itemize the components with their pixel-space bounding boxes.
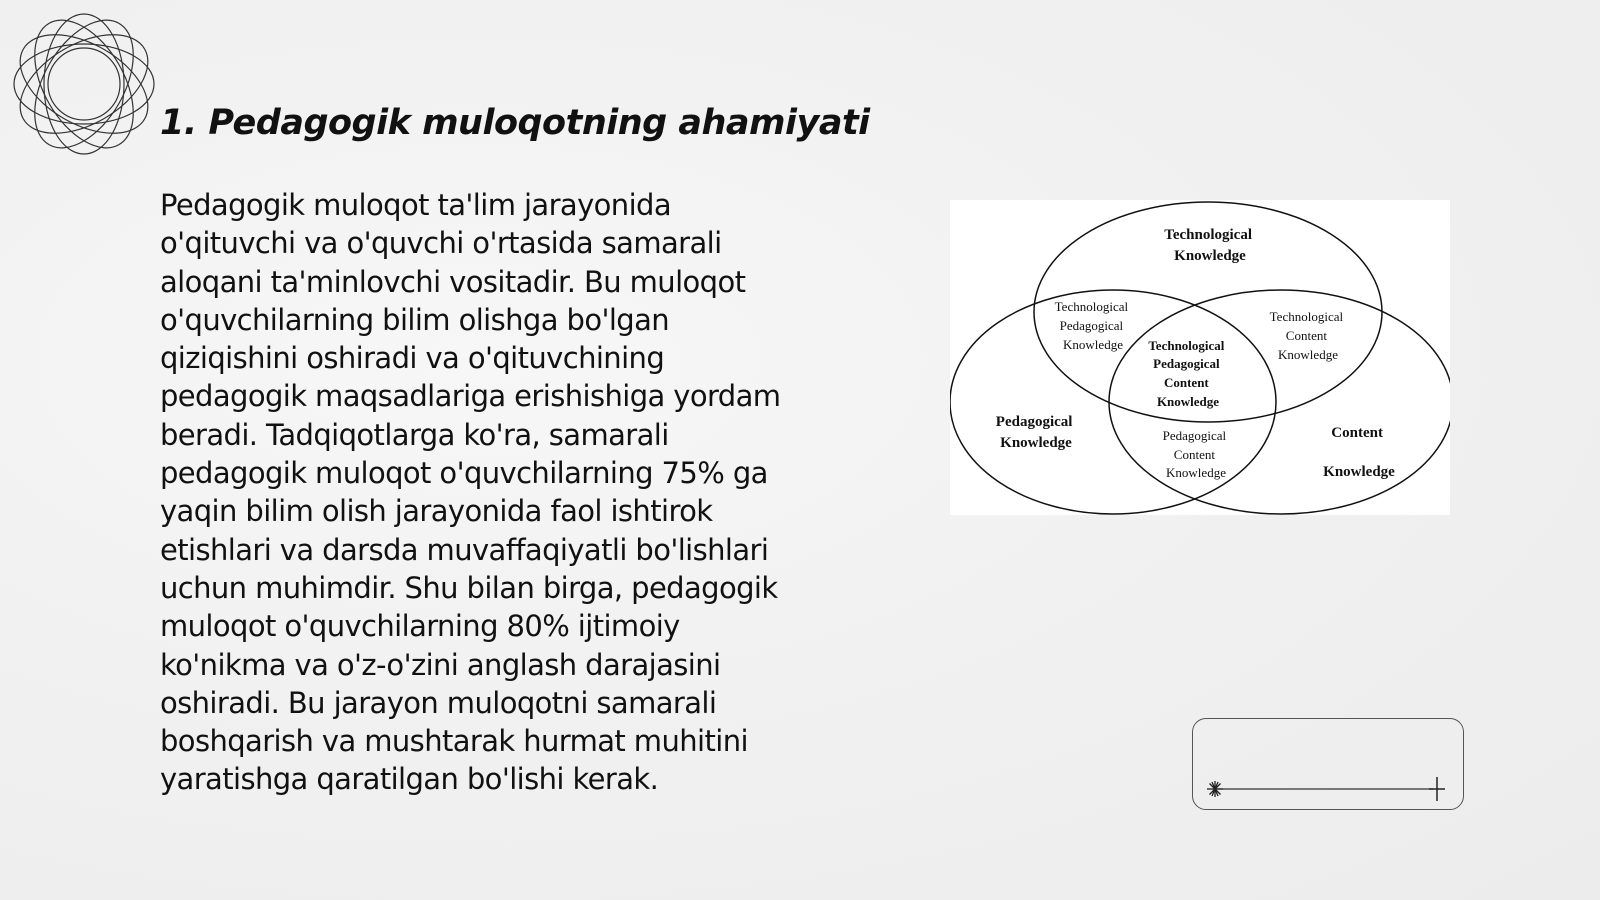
body-line: uchun muhimdir. Shu bilan birga, pedagogik bbox=[160, 570, 778, 605]
body-line: yaratishga qaratilgan bo'lishi kerak. bbox=[160, 762, 659, 797]
body-line: yaqin bilim olish jarayonida faol ishtirok bbox=[160, 494, 713, 529]
body-line: Pedagogik muloqot ta'lim jarayonida bbox=[160, 188, 672, 222]
venn-svg bbox=[950, 200, 1450, 515]
body-line: o'qituvchi va o'quvchi o'rtasida samarali bbox=[160, 226, 722, 261]
body-line: qiziqishini oshiradi va o'qituvchining bbox=[160, 341, 665, 376]
tck-label: Technological Content Knowledge bbox=[1269, 309, 1344, 362]
decorative-slider bbox=[1192, 718, 1464, 810]
technological-knowledge-label: Technological Knowledge bbox=[1164, 227, 1253, 264]
content-knowledge-label: Content Knowledge bbox=[1323, 425, 1395, 480]
body-line: beradi. Tadqiqotlarga ko'ra, samarali bbox=[160, 417, 669, 452]
pck-label: Pedagogical Content Knowledge bbox=[1162, 428, 1227, 480]
body-line: o'quvchilarning bilim olishga bo'lgan bbox=[160, 302, 670, 337]
slide-title: 1. Pedagogik muloqotning ahamiyati bbox=[160, 103, 870, 143]
body-text bbox=[160, 186, 840, 799]
tpk-label: Technological Pedagogical Knowledge bbox=[1054, 299, 1129, 352]
body-line: pedagogik muloqot o'quvchilarning 75% ga bbox=[160, 456, 768, 491]
body-line: boshqarish va mushtarak hurmat muhitini bbox=[160, 724, 748, 759]
pedagogical-knowledge-label: Pedagogical Knowledge bbox=[995, 414, 1073, 451]
body-line: pedagogik maqsadlariga erishishiga yordam bbox=[160, 379, 781, 414]
tpack-label: Technological Pedagogical Content Knowledge bbox=[1148, 338, 1225, 409]
slider-track-svg bbox=[1193, 719, 1465, 811]
body-line: etishlari va darsda muvaffaqiyatli bo'lishlari bbox=[160, 532, 769, 567]
body-line: aloqani ta'minlovchi vositadir. Bu muloqot bbox=[160, 264, 746, 299]
body-line: oshiradi. Bu jarayon muloqotni samarali bbox=[160, 685, 717, 720]
circular-rosette-icon bbox=[10, 10, 158, 158]
body-line: muloqot o'quvchilarning 80% ijtimoiy bbox=[160, 609, 680, 644]
body-line: ko'nikma va o'z-o'zini anglash darajasini bbox=[160, 647, 721, 682]
sparkle-icon bbox=[1207, 781, 1223, 797]
plus-icon bbox=[1429, 777, 1445, 801]
tpack-venn-diagram bbox=[950, 200, 1450, 515]
